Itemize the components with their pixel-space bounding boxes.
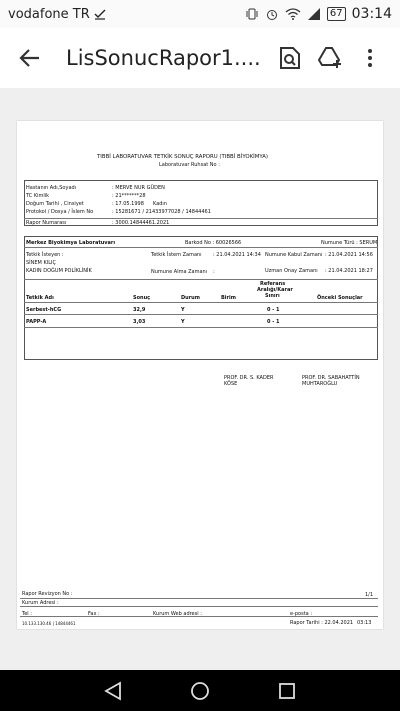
license-label: Laboratuvar Ruhsat No : (159, 162, 220, 168)
approve-time-label: Uzman Onay Zamanı (265, 268, 318, 274)
approve-time-value: : 21.04.2021 18:27 (325, 268, 373, 274)
search-document-button[interactable] (270, 38, 310, 78)
battery-icon: 67 (327, 7, 346, 21)
divider (20, 606, 378, 607)
divider (24, 218, 378, 219)
fax-label: Fax : (88, 611, 100, 617)
alarm-icon (265, 7, 279, 21)
clock: 03:14 (351, 6, 392, 22)
divider (20, 598, 378, 599)
lab-name: Merkez Biyokimya Laboratuvarı (26, 240, 116, 246)
email-label: e-posta : (290, 611, 313, 617)
dob-value: : 17.05.1998 (112, 201, 144, 207)
protocol-value: : 15281671 / 21433977028 / 14844461 (112, 209, 211, 215)
document-title: LisSonucRapor1.... (66, 46, 261, 70)
signal-icon (307, 7, 321, 21)
row-ref: 0 - 1 (267, 319, 280, 325)
protocol-label: Protokol / Dosya / İslem No (26, 209, 94, 215)
signature-1-line2: KÖSE (224, 381, 238, 387)
report-page (17, 121, 383, 629)
col-ref-line3: Sınırı (265, 293, 280, 299)
accept-time-value: : 21.04.2021 14:56 (325, 252, 373, 258)
divider (20, 616, 378, 617)
patient-name-label: Hastanın Adı,Soyadı (26, 185, 77, 191)
phone-label: Tel : (22, 611, 32, 617)
pdf-viewer[interactable] (0, 88, 400, 670)
sample-time-value: : (213, 269, 215, 275)
divider (24, 247, 378, 248)
nav-recents-icon[interactable] (278, 682, 296, 700)
add-to-drive-icon (317, 46, 343, 70)
arrow-left-icon (19, 47, 41, 69)
system-navigation-bar (0, 670, 400, 711)
more-vert-icon (367, 48, 373, 68)
status-bar (0, 0, 400, 28)
row-test: Serbest-hCG (26, 307, 62, 313)
col-result: Sonuç (133, 295, 151, 301)
address-label: Kurum Adresi : (22, 600, 59, 606)
col-test: Tetkik Adı (26, 295, 54, 301)
dob-label: Doğum Tarihi , Cinsiyet (26, 201, 84, 207)
page-number: 1/1 (365, 592, 374, 598)
add-to-drive-button[interactable] (310, 38, 350, 78)
accept-time-label: Numune Kabul Zamanı (265, 252, 323, 258)
nav-home-icon[interactable] (190, 681, 210, 701)
row-status: Y (181, 307, 185, 313)
row-result: 3,03 (133, 319, 146, 325)
col-previous: Önceki Sonuçlar (317, 295, 363, 301)
report-no-value: : 3000.14844461.2021 (112, 220, 170, 226)
request-time-value: : 21.04.2021 14:34 (213, 252, 261, 258)
carrier-indicator (8, 7, 245, 22)
tc-value: : 21*******28 (112, 193, 146, 199)
signature-2-line1: PROF. DR. SABAHATTİN (302, 375, 360, 381)
divider (24, 314, 378, 315)
report-date: Rapor Tarihi : 22.04.2021 (290, 620, 354, 626)
divider (24, 279, 378, 280)
carrier-name: vodafone TR (8, 6, 90, 22)
web-label: Kurum Web adresi : (153, 611, 202, 617)
wifi-icon (285, 7, 301, 21)
requester-label: Tetkik İsteyen : (26, 252, 64, 258)
row-result: 32,9 (133, 307, 146, 313)
vibrate-icon (245, 7, 259, 21)
barcode: Barkod No : 60026566 (185, 240, 242, 246)
signature-1-line1: PROF. DR. S. KADER (224, 375, 274, 381)
more-options-button[interactable] (350, 38, 390, 78)
report-code: 10.133.130.46 | 14844461 (22, 621, 76, 626)
back-button[interactable] (10, 38, 50, 78)
doctor-name: SİNEM KILIÇ (26, 260, 56, 266)
request-time-label: Tetkik İstem Zamanı (151, 252, 202, 258)
row-ref: 0 - 1 (267, 307, 280, 313)
checkmark-icon (94, 8, 106, 20)
revision-label: Rapor Revizyon No : (22, 591, 73, 597)
divider (24, 327, 378, 328)
report-date-time: 03:13 (357, 620, 372, 626)
tc-label: TC Kimlik (26, 193, 50, 199)
col-unit: Birim (221, 295, 236, 301)
col-ref-line1: Referans (260, 281, 286, 287)
col-status: Durum (181, 295, 200, 301)
sample-time-label: Numune Alma Zamanı (151, 269, 208, 275)
col-ref-line2: Aralığı/Karar (257, 287, 293, 293)
signature-2-line2: MUHTAROĞLU (302, 381, 338, 387)
row-test: PAPP-A (26, 319, 47, 325)
report-title: TIBBİ LABORATUVAR TETKİK SONUÇ RAPORU (TIBBİ BİYOKİMYA) (97, 154, 269, 160)
row-status: Y (181, 319, 185, 325)
search-document-icon (279, 46, 301, 70)
nav-back-icon[interactable] (104, 681, 122, 701)
clinic-name: KADIN DOĞUM POLİKLİNİK (26, 268, 92, 274)
gender-value: Kadın (153, 201, 167, 207)
divider (24, 302, 378, 303)
app-bar (0, 28, 400, 88)
sample-type: Numune Türü : SERUM (321, 240, 378, 246)
patient-name-value: : MERVE NUR GÜDEN (112, 185, 165, 191)
report-no-label: Rapor Numarası (26, 220, 67, 226)
